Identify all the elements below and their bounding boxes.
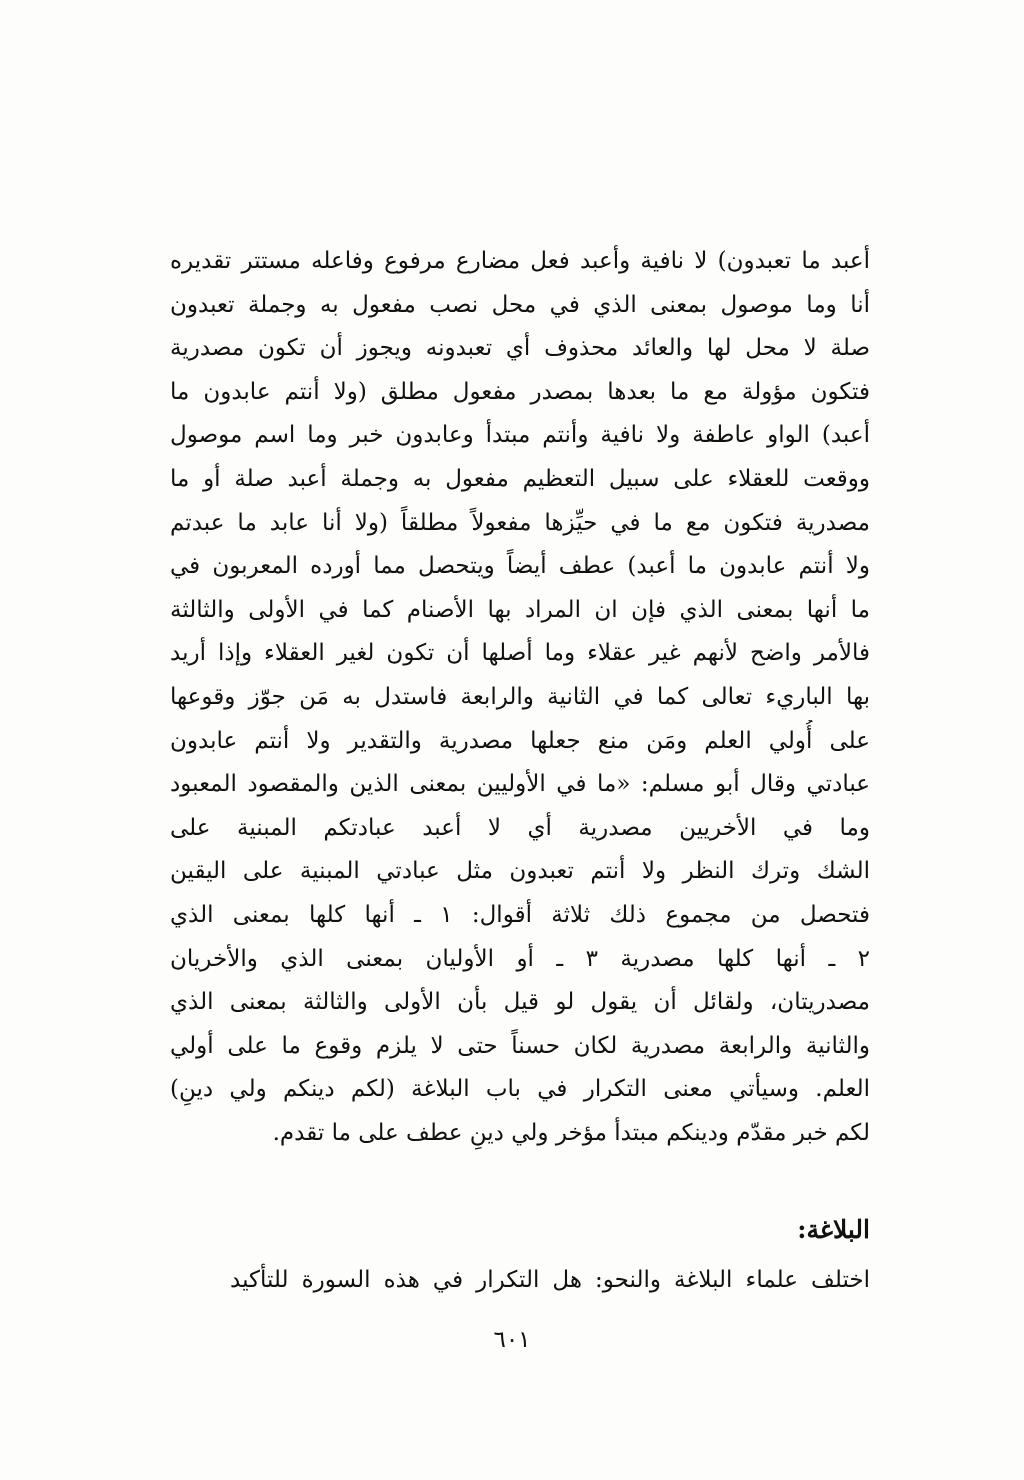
section-first-line: اختلف علماء البلاغة والنحو: هل التكرار في هذه السورة للتأكيد — [230, 1267, 870, 1293]
paragraph-line: مصدريتان، ولقائل أن يقول لو قيل بأن الأولى والثالثة بمعنى الذي — [170, 989, 870, 1016]
paragraph-line: مصدرية فتكون مع ما في حيِّزها مفعولاً مطلقاً (ولا أنا عابد ما عبدتم — [170, 509, 870, 536]
page-number: ٦٠١ — [493, 1327, 531, 1353]
paragraph-line: لكم خبر مقدّم ودينكم مبتدأ مؤخر ولي دينِ عطف على ما تقدم. — [272, 1119, 870, 1146]
paragraph-line: أنا وما موصول بمعنى الذي في محل نصب مفعول به وجملة تعبدون — [170, 291, 870, 318]
paragraph-line: فتكون مؤولة مع ما بعدها بمصدر مفعول مطلق (ولا أنتم عابدون ما — [170, 378, 870, 405]
paragraph-line: العلم. وسيأتي معنى التكرار في باب البلاغة (لكم دينكم ولي دينِ) — [170, 1076, 870, 1103]
paragraph-line: فالأمر واضح لأنهم غير عقلاء وما أصلها أن تكون لغير العقلاء وإذا أريد — [170, 640, 870, 667]
section-heading: البلاغة: — [797, 1215, 870, 1244]
paragraph-line: فتحصل من مجموع ذلك ثلاثة أقوال: ١ ـ أنها كلها بمعنى الذي — [170, 901, 870, 928]
paragraph-line: الشك وترك النظر ولا أنتم تعبدون مثل عبادتي المبنية على اليقين — [170, 858, 870, 885]
paragraph-line: والثانية والرابعة مصدرية لكان حسناً حتى لا يلزم وقوع ما على أولي — [170, 1032, 870, 1059]
paragraph-line: أعبد) الواو عاطفة ولا نافية وأنتم مبتدأ وعابدون خبر وما اسم موصول — [170, 422, 870, 449]
paragraph-line: ووقعت للعقلاء على سبيل التعظيم مفعول به وجملة أعبد صلة أو ما — [170, 465, 870, 492]
paragraph-line: وما في الأخريين مصدرية أي لا أعبد عبادتكم المبنية على — [170, 814, 870, 841]
paragraph-line: ولا أنتم عابدون ما أعبد) عطف أيضاً ويتحصل مما أورده المعربون في — [170, 553, 870, 580]
paragraph-line: على أُولي العلم ومَن منع جعلها مصدرية والتقدير ولا أنتم عابدون — [170, 727, 870, 754]
main-paragraph — [170, 240, 870, 1155]
paragraph-line: ٢ ـ أنها كلها مصدرية ٣ ـ أو الأوليان بمعنى الذي والأخريان — [170, 945, 870, 972]
paragraph-line: ما أنها بمعنى الذي فإن ان المراد بها الأصنام كما في الأولى والثالثة — [170, 596, 870, 623]
paragraph-line: عبادتي وقال أبو مسلم: «ما في الأوليين بمعنى الذين والمقصود المعبود — [170, 771, 870, 798]
paragraph-line: بها الباريء تعالى كما في الثانية والرابعة فاستدل به مَن جوّز وقوعها — [170, 683, 870, 710]
paragraph-line: صلة لا محل لها والعائد محذوف أي تعبدونه ويجوز أن تكون مصدرية — [170, 335, 870, 362]
paragraph-line: أعبد ما تعبدون) لا نافية وأعبد فعل مضارع مرفوع وفاعله مستتر تقديره — [170, 248, 870, 274]
